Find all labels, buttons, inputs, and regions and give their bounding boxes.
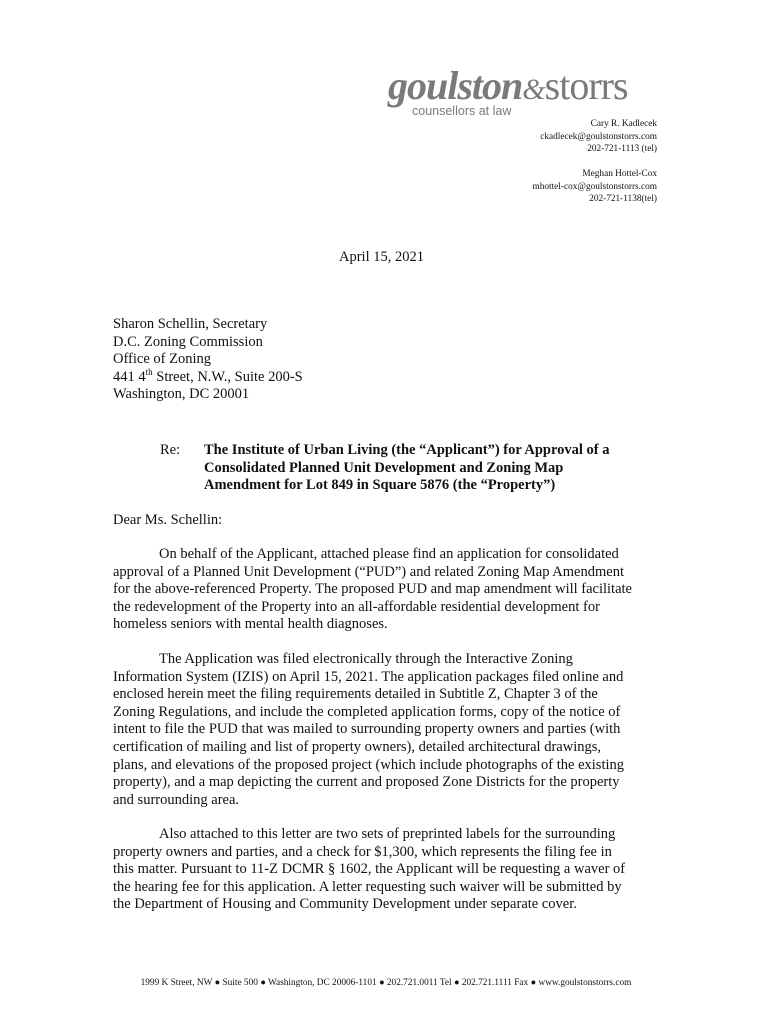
recipient-office: Office of Zoning: [113, 351, 211, 368]
body-paragraph: [113, 651, 658, 809]
contact-email: mhottel-cox@goulstonstorrs.com: [532, 181, 657, 192]
logo-name-goulston: goulston: [388, 63, 523, 108]
attorney-contacts: [532, 118, 657, 206]
body-paragraph: [113, 826, 658, 914]
paragraph-line: certification of mailing and list of property owners), detailed architectural drawings,: [113, 738, 601, 755]
paragraph-line: intent to file the PUD that was mailed to surrounding property owners and parties (with: [113, 721, 621, 738]
paragraph-line: homeless seniors with mental health diagnoses.: [113, 616, 388, 633]
street-ordinal: th: [145, 366, 153, 377]
paragraph-line: approval of a Planned Unit Development (“PUD”) and related Zoning Map Amendment: [113, 563, 624, 580]
contact-block: [532, 168, 657, 206]
paragraph-line: this matter. Pursuant to 11-Z DCMR § 1602, the Applicant will be requesting a waver of: [113, 861, 626, 878]
contact-block: [532, 118, 657, 156]
paragraph-line: plans, and elevations of the proposed project (which include photographs of the existing: [113, 756, 624, 773]
contact-email: ckadlecek@goulstonstorrs.com: [540, 131, 657, 142]
paragraph-line: Zoning Regulations, and include the completed application forms, copy of the notice of: [113, 703, 621, 720]
paragraph-line: and surrounding area.: [113, 791, 240, 808]
re-label: Re:: [160, 442, 181, 458]
contact-phone: 202-721-1138(tel): [589, 194, 657, 204]
recipient-organization: D.C. Zoning Commission: [113, 333, 263, 350]
paragraph-line: property owners and parties, and a check for $1,300, which represents the filing fee in: [113, 843, 612, 860]
recipient-name: Sharon Schellin, Secretary: [113, 316, 268, 332]
logo-name-storrs: storrs: [544, 63, 628, 108]
street-number: 441 4: [113, 368, 146, 385]
recipient-address: [113, 316, 303, 404]
paragraph-line: enclosed herein meet the filing requirements detailed in Subtitle Z, Chapter 3 of the: [113, 686, 598, 703]
logo-ampersand: &: [522, 73, 545, 106]
paragraph-line: On behalf of the Applicant, attached please find an application for consolidated: [159, 546, 619, 562]
paragraph-line: the hearing fee for this application. A letter requesting such waiver will be submitted by: [113, 878, 622, 895]
street-name: Street, N.W., Suite 200-S: [152, 368, 303, 385]
paragraph-line: property), and a map depicting the current and proposed Zone Districts for the property: [113, 774, 620, 791]
re-subject-line: The Institute of Urban Living (the “Applicant”) for Approval of a: [204, 442, 610, 458]
contact-name: Cary R. Kadlecek: [590, 119, 657, 129]
letterhead-footer: [0, 978, 770, 988]
paragraph-line: Also attached to this letter are two sets of preprinted labels for the surrounding: [159, 826, 616, 842]
recipient-city: Washington, DC 20001: [113, 386, 250, 403]
re-subject-line: Consolidated Planned Unit Development and Zoning Map: [204, 459, 564, 476]
footer-address-line: 1999 K Street, NW ● Suite 500 ● Washington, DC 20006-1101 ● 202.721.0011 Tel ● 202.721.1111 Fax ● www.goulstonstorrs.com: [140, 978, 632, 988]
contact-name: Meghan Hottel-Cox: [582, 169, 657, 179]
contact-phone: 202-721-1113 (tel): [587, 144, 657, 154]
re-subject: [204, 442, 610, 495]
logo-tagline: counsellors at law: [412, 104, 512, 118]
paragraph-line: Information System (IZIS) on April 15, 2021. The application packages filed online and: [113, 668, 624, 685]
paragraph-line: the Department of Housing and Community Development under separate cover.: [113, 896, 577, 913]
salutation: Dear Ms. Schellin:: [113, 512, 223, 528]
paragraph-line: for the above-referenced Property. The proposed PUD and map amendment will facilitate: [113, 581, 632, 598]
firm-logo: [388, 63, 658, 122]
paragraph-line: the redevelopment of the Property into an all-affordable residential development for: [113, 598, 600, 615]
recipient-street: [113, 366, 303, 387]
re-subject-line: Amendment for Lot 849 in Square 5876 (the “Property”): [204, 477, 556, 494]
body-paragraph: [113, 546, 658, 634]
paragraph-line: The Application was filed electronically through the Interactive Zoning: [159, 651, 573, 667]
letter-date: April 15, 2021: [339, 249, 424, 265]
